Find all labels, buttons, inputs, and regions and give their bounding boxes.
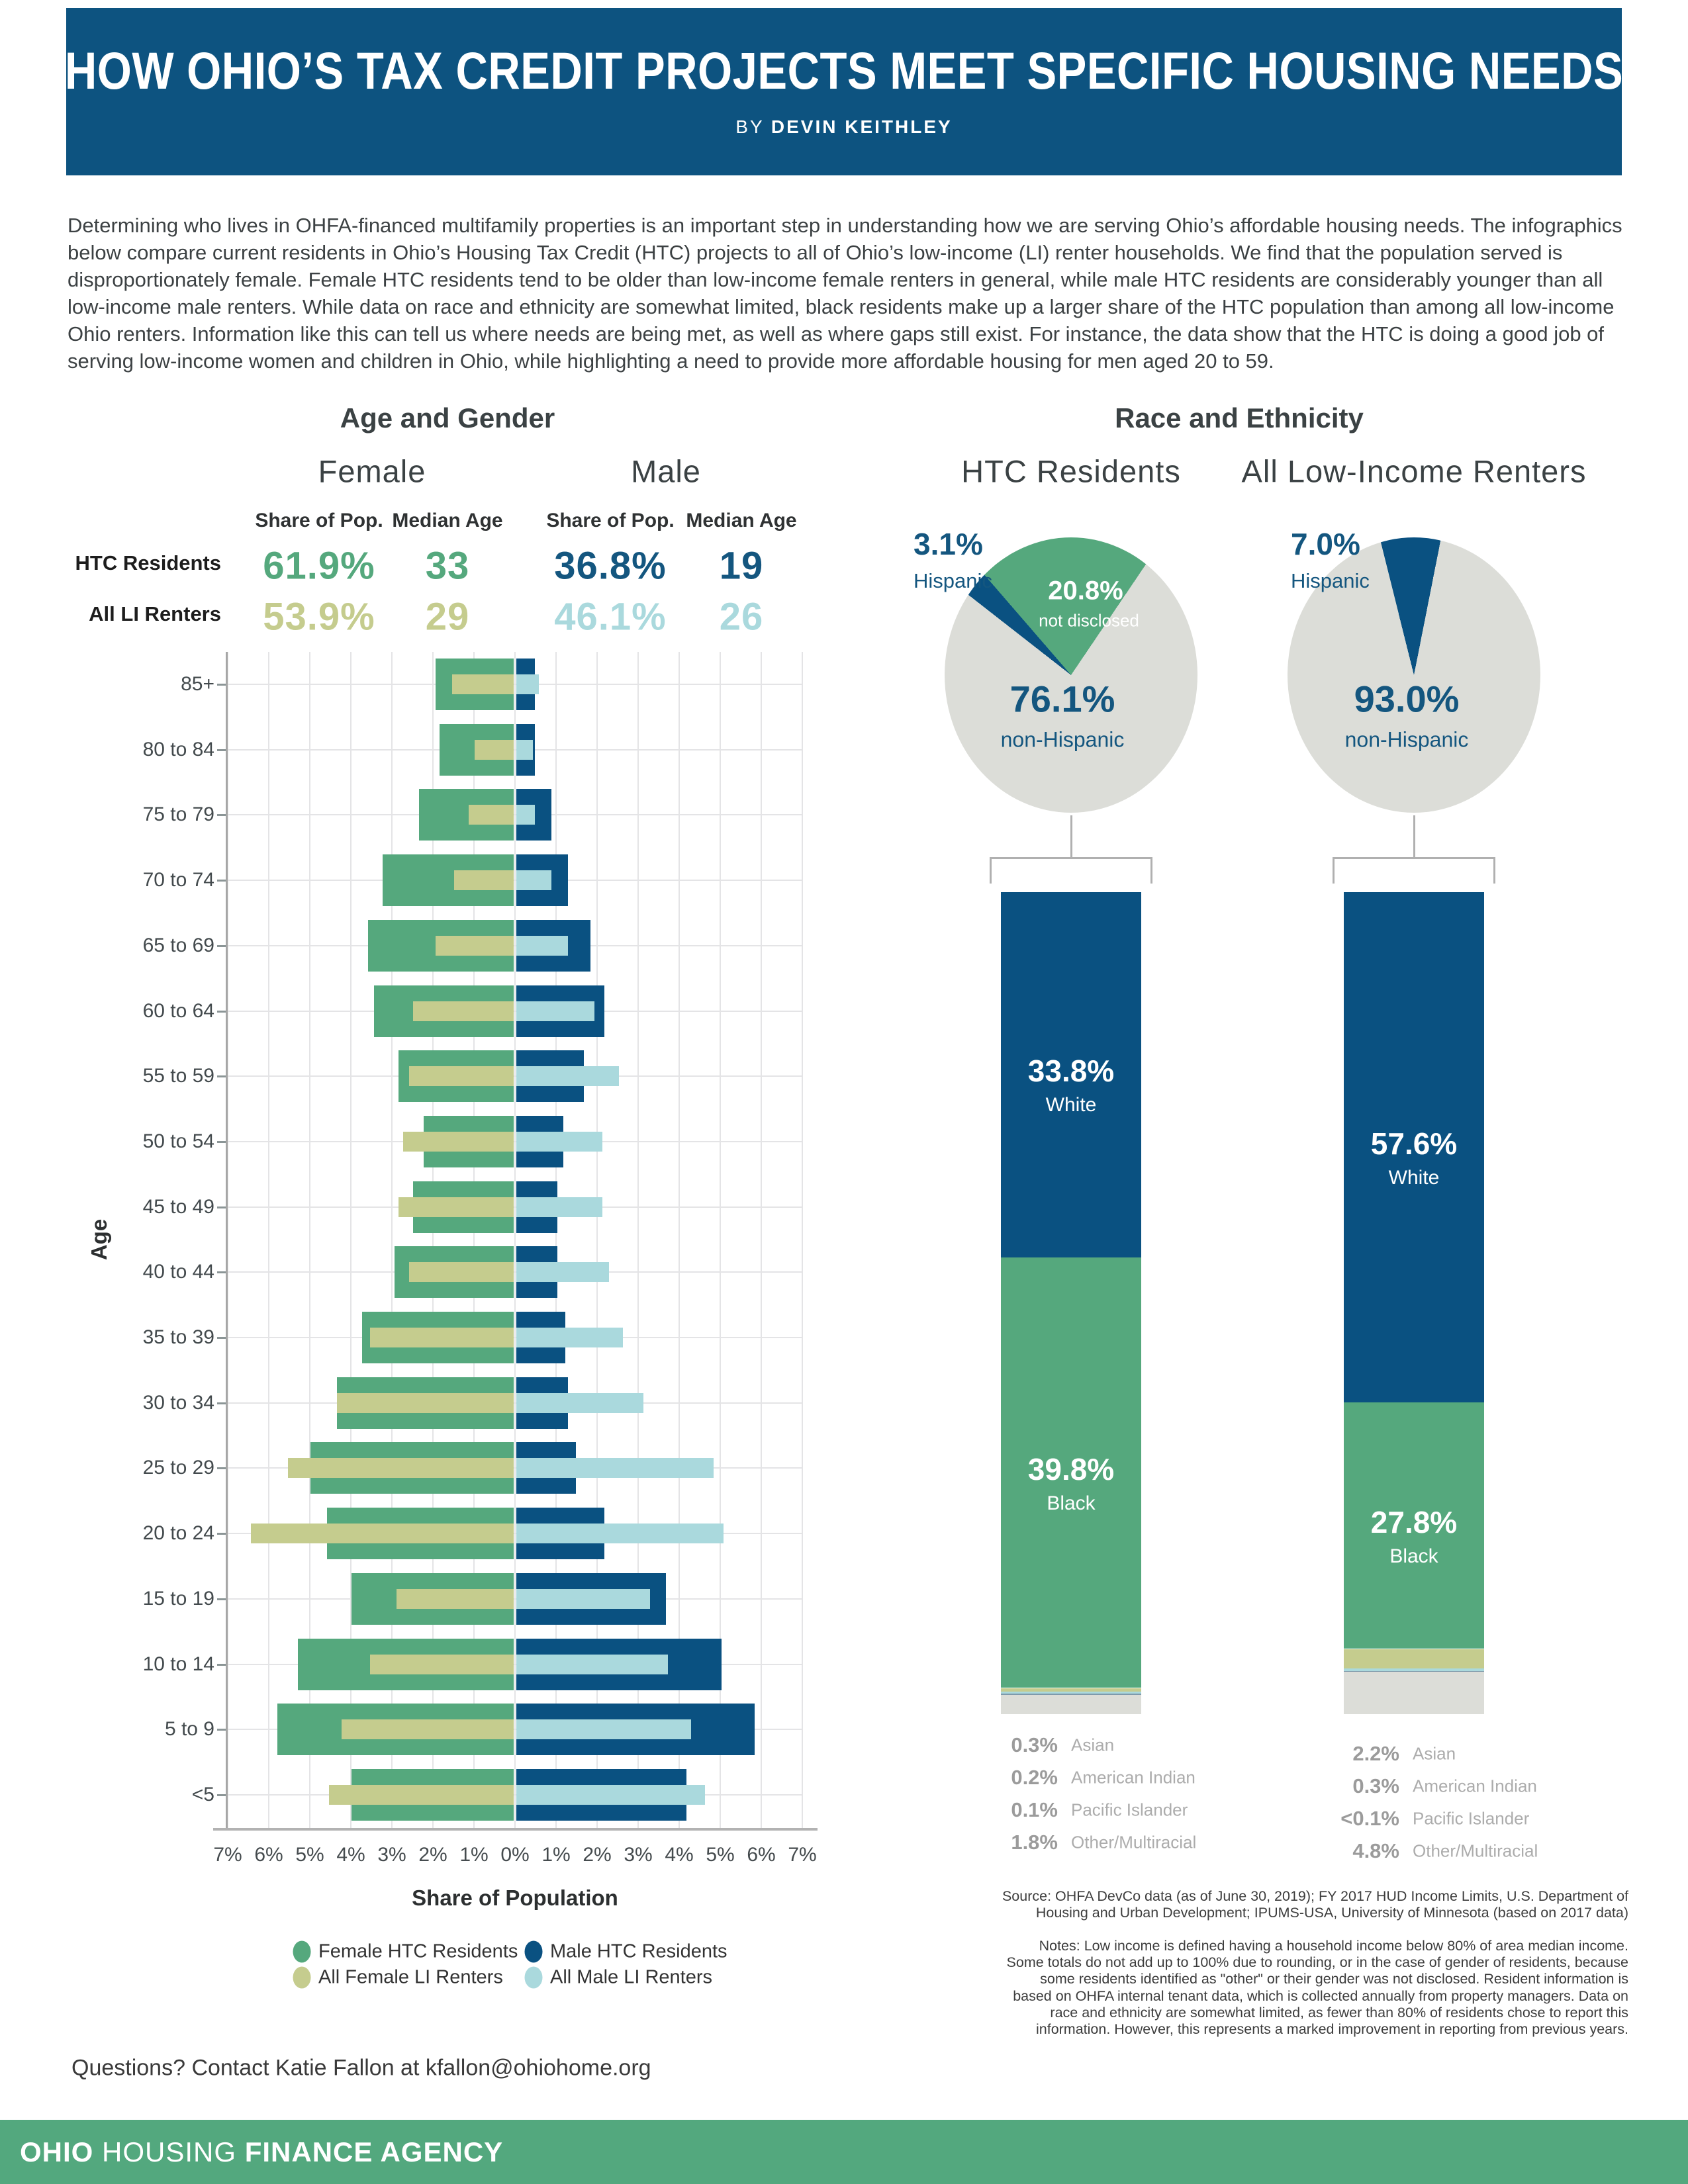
stat-label: Pacific Islander — [1071, 1799, 1188, 1820]
bar-segment-other-multiracial — [1001, 1695, 1141, 1714]
x-tick-label: 2% — [583, 1844, 612, 1866]
footer-ohio: OHIO — [20, 2136, 94, 2167]
pie-right-main-label: non-Hispanic — [1344, 727, 1469, 752]
age-label: 35 to 39 — [142, 1326, 214, 1348]
pie-left-hispanic-value: 3.1% — [914, 527, 983, 561]
stat-value: 0.2% — [1011, 1766, 1058, 1789]
pyramid-bar-male-li — [516, 674, 539, 694]
pie-left-main-label: non-Hispanic — [1000, 727, 1125, 752]
pyramid-bar-male-li — [516, 1458, 714, 1478]
y-axis-line — [226, 652, 228, 1828]
bar-left-black-value: 39.8% — [1027, 1452, 1115, 1486]
gridline-h — [228, 749, 802, 751]
x-tick-label: 5% — [706, 1844, 735, 1866]
x-tick-label: 7% — [788, 1844, 817, 1866]
gridline-h — [228, 1075, 802, 1077]
stat-value: 0.1% — [1011, 1798, 1058, 1821]
bracket-line — [990, 857, 1152, 859]
age-label: 25 to 29 — [142, 1457, 214, 1479]
age-label: 70 to 74 — [142, 869, 214, 891]
bracket-end-tick — [1493, 857, 1495, 884]
age-label: 20 to 24 — [142, 1522, 214, 1544]
gridline-v — [268, 652, 269, 1828]
pyramid-bar-female-li — [288, 1458, 514, 1478]
age-label: 15 to 19 — [142, 1588, 214, 1610]
pyramid-bar-female-li — [397, 1589, 514, 1609]
age-label: 30 to 34 — [142, 1392, 214, 1414]
x-tick-label: 1% — [459, 1844, 489, 1866]
bar-right-white-label: White — [1388, 1167, 1440, 1189]
all-female-li-renters-legend-dot — [293, 1967, 311, 1989]
pyramid-bar-male-li — [516, 1132, 602, 1152]
all-male-li-renters-legend-dot — [525, 1967, 543, 1989]
gridline-h — [228, 1598, 802, 1600]
y-axis-title: Age — [87, 1218, 111, 1261]
pyramid-bar-female-li — [329, 1785, 514, 1805]
pyramid-bar-female-li — [409, 1066, 514, 1086]
stat-label: Other/Multiracial — [1413, 1841, 1538, 1861]
pyramid-bar-female-li — [370, 1328, 514, 1347]
x-tick-label: 5% — [295, 1844, 324, 1866]
stat-label: Other/Multiracial — [1071, 1832, 1197, 1852]
age-label: 80 to 84 — [142, 739, 214, 760]
page-title: HOW OHIO’S TAX CREDIT PROJECTS MEET SPECIFIC HOUSING NEEDS — [64, 42, 1624, 101]
pie-left-wedge-label: not disclosed — [1039, 610, 1139, 631]
pyramid-bar-female-li — [337, 1393, 514, 1413]
bar-right-black-label: Black — [1389, 1545, 1438, 1567]
pie-left-hispanic-label: Hispanic — [914, 569, 992, 592]
stat-value: 0.3% — [1352, 1774, 1399, 1797]
col-share-male: Share of Pop. — [546, 510, 675, 531]
x-tick-label: 4% — [336, 1844, 365, 1866]
bar-segment-asian — [1344, 1649, 1484, 1668]
pyramid-bar-female-li — [436, 936, 514, 956]
bar-right-black-value: 27.8% — [1370, 1505, 1458, 1539]
htc-residents-heading: HTC Residents — [961, 453, 1181, 489]
pyramid-bar-male-li — [516, 1262, 609, 1282]
race-ethnicity-heading: Race and Ethnicity — [1115, 402, 1364, 433]
row-label-alli: All LI Renters — [89, 602, 221, 625]
x-axis-title: Share of Population — [412, 1886, 618, 1910]
pyramid-bar-male-li — [516, 936, 568, 956]
gridline-h — [228, 1337, 802, 1338]
pyramid-bar-male-li — [516, 1001, 594, 1021]
pyramid-bar-male-li — [516, 740, 533, 760]
stat-value: 0.3% — [1011, 1733, 1058, 1756]
col-median-female: Median Age — [392, 510, 503, 531]
pie-left-wedge-value: 20.8% — [1048, 576, 1123, 606]
pyramid-bar-male-li — [516, 1785, 705, 1805]
bracket-end-tick — [1150, 857, 1152, 884]
pyramid-bar-male-li — [516, 870, 551, 890]
bar-left-white-value: 33.8% — [1027, 1054, 1115, 1088]
pyramid-bar-female-li — [454, 870, 514, 890]
contact-line: Questions? Contact Katie Fallon at kfallon@ohiohome.org — [71, 2055, 651, 2081]
age-label: 50 to 54 — [142, 1130, 214, 1152]
pyramid-bar-male-li — [516, 1328, 623, 1347]
gridline-h — [228, 1402, 802, 1404]
stat-label: Asian — [1413, 1743, 1456, 1764]
age-label: <5 — [191, 1784, 214, 1805]
x-tick-label: 3% — [377, 1844, 406, 1866]
pyramid-bar-male-li — [516, 1589, 650, 1609]
gridline-h — [228, 1794, 802, 1796]
gridline-h — [228, 1011, 802, 1012]
stat-f-share-htc: 61.9% — [263, 544, 375, 588]
pyramid-bar-female-li — [342, 1719, 514, 1739]
all-li-renters-heading: All Low-Income Renters — [1241, 453, 1587, 489]
stat-m-share-li: 46.1% — [554, 595, 667, 639]
bracket-center-tick — [1413, 815, 1415, 857]
stat-value: 4.8% — [1352, 1839, 1399, 1862]
bracket-end-tick — [1333, 857, 1335, 884]
stat-value: <0.1% — [1340, 1807, 1399, 1830]
pie-right-hispanic-label: Hispanic — [1291, 569, 1370, 592]
male-heading: Male — [631, 453, 701, 489]
pyramid-bar-male-li — [516, 1393, 643, 1413]
legend-label: Female HTC Residents — [318, 1940, 518, 1962]
stat-label: Asian — [1071, 1735, 1115, 1755]
gridline-h — [228, 814, 802, 815]
pyramid-bar-female-li — [475, 740, 514, 760]
x-tick-label: 0% — [500, 1844, 530, 1866]
pyramid-bar-female-li — [409, 1262, 514, 1282]
gridline-h — [228, 684, 802, 685]
source-note: Source: OHFA DevCo data (as of June 30, 2019); FY 2017 HUD Income Limits, U.S. Department of Housing and Urban Development; IPUMS-USA, University of Minnesota (based on 2017 data) — [1002, 1888, 1628, 1921]
pyramid-bar-male-li — [516, 1719, 691, 1739]
pyramid-bar-female-li — [413, 1001, 514, 1021]
gridline-v — [761, 652, 762, 1828]
pyramid-bar-male-li — [516, 1524, 724, 1543]
bracket-line — [1333, 857, 1495, 859]
gridline-h — [228, 880, 802, 881]
legend-label: All Female LI Renters — [318, 1966, 503, 1988]
pyramid-bar-male-li — [516, 1066, 619, 1086]
x-axis-line — [213, 1828, 818, 1831]
age-label: 40 to 44 — [142, 1261, 214, 1283]
bar-left-black-label: Black — [1047, 1492, 1096, 1514]
footer-finance-agency: FINANCE AGENCY — [244, 2136, 504, 2167]
stat-value: 2.2% — [1352, 1742, 1399, 1765]
age-label: 55 to 59 — [142, 1065, 214, 1087]
age-label: 85+ — [181, 673, 214, 695]
stat-f-median-htc: 33 — [425, 544, 470, 588]
x-tick-label: 2% — [418, 1844, 447, 1866]
stat-label: American Indian — [1413, 1776, 1537, 1796]
age-label: 5 to 9 — [164, 1718, 214, 1740]
gridline-v — [514, 652, 516, 1828]
female-heading: Female — [318, 453, 426, 489]
bar-segment-other-multiracial — [1344, 1672, 1484, 1714]
pyramid-bar-female-li — [251, 1524, 514, 1543]
pyramid-bar-male-li — [516, 805, 535, 825]
gridline-h — [228, 1206, 802, 1208]
methodology-note: Notes: Low income is defined having a household income below 80% of area median income. Some totals do not add up to 100% due to rounding, or in the case of gender of residents, because some residents identified as "other" or their gender was not disclosed. Resident information is based on OHFA internal tenant data, which is collected annually from property managers. Data on race and ethnicity are somewhat limited, as fewer than 80% of residents chose to report this information. However, this represents a marked improvement in reporting from previous years. — [1006, 1938, 1628, 2038]
col-median-male: Median Age — [686, 510, 797, 531]
col-share-female: Share of Pop. — [255, 510, 383, 531]
age-label: 75 to 79 — [142, 803, 214, 825]
bar-left-white-label: White — [1045, 1094, 1097, 1116]
stat-value: 1.8% — [1011, 1831, 1058, 1854]
male-htc-residents-legend-dot — [525, 1941, 543, 1963]
gridline-v — [802, 652, 803, 1828]
legend-label: All Male LI Renters — [550, 1966, 712, 1988]
pyramid-bar-female-li — [403, 1132, 514, 1152]
age-gender-heading: Age and Gender — [340, 402, 555, 433]
pyramid-bar-female-li — [370, 1655, 514, 1674]
pyramid-bar-female-li — [469, 805, 514, 825]
age-label: 60 to 64 — [142, 1000, 214, 1022]
bracket-center-tick — [1070, 815, 1072, 857]
x-tick-label: 1% — [541, 1844, 571, 1866]
pie-right-main-value: 93.0% — [1354, 678, 1460, 720]
pie-left-main-value: 76.1% — [1009, 678, 1115, 720]
pyramid-bar-female-li — [399, 1197, 514, 1217]
age-label: 10 to 14 — [142, 1653, 214, 1675]
footer-housing: HOUSING — [93, 2136, 245, 2167]
pyramid-bar-male-li — [516, 1655, 668, 1674]
female-htc-residents-legend-dot — [293, 1941, 311, 1963]
legend-label: Male HTC Residents — [550, 1940, 727, 1962]
age-label: 45 to 49 — [142, 1196, 214, 1218]
stat-f-share-li: 53.9% — [263, 595, 375, 639]
x-tick-label: 6% — [254, 1844, 283, 1866]
agency-logo-text — [20, 2136, 503, 2168]
stat-m-median-htc: 19 — [719, 544, 764, 588]
age-label: 65 to 69 — [142, 934, 214, 956]
stat-m-median-li: 26 — [719, 595, 764, 639]
stat-label: Pacific Islander — [1413, 1808, 1530, 1829]
stat-label: American Indian — [1071, 1767, 1196, 1788]
header-banner — [66, 8, 1622, 175]
footer-bar — [0, 2120, 1688, 2184]
x-tick-label: 3% — [624, 1844, 653, 1866]
pie-right-hispanic-value: 7.0% — [1291, 527, 1360, 561]
x-tick-label: 7% — [213, 1844, 242, 1866]
byline-prefix: BY — [735, 116, 771, 137]
x-tick-label: 4% — [665, 1844, 694, 1866]
pyramid-bar-male-li — [516, 1197, 602, 1217]
gridline-h — [228, 945, 802, 946]
stat-m-share-htc: 36.8% — [554, 544, 667, 588]
stat-f-median-li: 29 — [425, 595, 470, 639]
gridline-h — [228, 1271, 802, 1273]
x-tick-label: 6% — [747, 1844, 776, 1866]
bar-right-white-value: 57.6% — [1370, 1126, 1458, 1161]
row-label-htc: HTC Residents — [75, 551, 221, 574]
pyramid-bar-female-li — [452, 674, 514, 694]
intro-paragraph: Determining who lives in OHFA-financed multifamily properties is an important step in understanding how we are serving Ohio’s affordable housing needs. The infographics below compare current residents in Ohio’s Housing Tax Credit (HTC) projects to all of Ohio’s low-income (LI) renter households. We find that the population served is disproportionately female. Female HTC residents tend to be older than low-income female renters in general, while male HTC residents are considerably younger than all low-income male renters. While data on race and ethnicity are somewhat limited, black residents make up a larger share of the HTC population than among all low-income Ohio renters. Information like this can tell us where needs are being met, as well as where gaps still exist. For instance, the data show that the HTC is doing a good job of serving low-income women and children in Ohio, while highlighting a need to provide more affordable housing for men aged 20 to 59. — [68, 214, 1622, 373]
byline-author: DEVIN KEITHLEY — [771, 116, 953, 137]
byline — [735, 116, 952, 138]
bracket-end-tick — [990, 857, 992, 884]
gridline-h — [228, 1141, 802, 1142]
